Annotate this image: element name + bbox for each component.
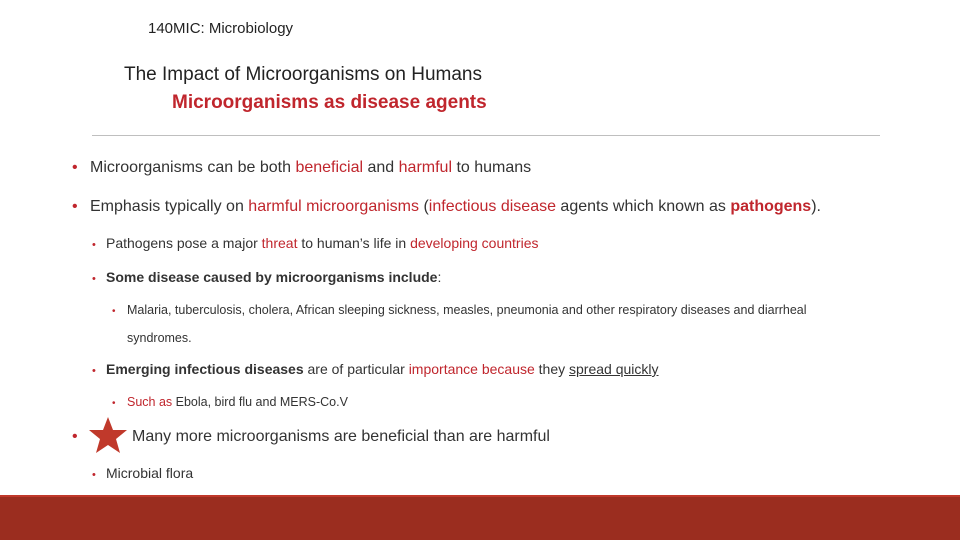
text: Pathogens pose a major <box>106 235 262 251</box>
bullet-disease-list <box>112 303 807 317</box>
highlight-beneficial: beneficial <box>295 159 364 176</box>
text: Many more microorganisms are beneficial than are harmful <box>132 428 550 445</box>
text: Malaria, tuberculosis, cholera, African sleeping sickness, measles, pneumonia and other respiratory diseases and diarrheal <box>127 303 807 317</box>
divider <box>92 135 880 136</box>
text: Microbial flora <box>106 465 194 481</box>
highlight-importance: importance because <box>408 361 535 377</box>
text: agents which known as <box>555 198 731 215</box>
text: Emphasis typically on <box>90 198 249 215</box>
highlight-infectious: infectious disease <box>428 198 556 215</box>
highlight-harmful-micro: harmful microorganisms <box>248 198 420 215</box>
bullet-dot: • <box>92 239 96 251</box>
text: ). <box>811 198 821 215</box>
bullet-beneficial-more <box>132 428 550 446</box>
bullet-disease-list-intro <box>92 269 441 285</box>
highlight-pathogens: pathogens <box>730 198 812 215</box>
bullet-dot: • <box>72 198 78 215</box>
text: Ebola, bird flu and MERS-Co.V <box>172 395 348 409</box>
highlight-threat: threat <box>261 235 298 251</box>
slide-title: The Impact of Microorganisms on Humans <box>124 64 482 85</box>
highlight-developing: developing countries <box>410 235 539 251</box>
text: are of particular <box>303 361 409 377</box>
bullet-dot: • <box>112 306 116 317</box>
bullet-beneficial-harmful <box>72 159 531 177</box>
bullet-microbial-flora <box>92 465 193 481</box>
bullet-emerging <box>92 361 659 377</box>
bullet-dot: • <box>92 273 96 285</box>
bullet-dot: • <box>72 428 78 445</box>
text: they <box>534 361 570 377</box>
bullet-pathogens-threat <box>92 235 538 251</box>
bullet-emphasis <box>72 198 821 216</box>
bullet-disease-list-cont <box>127 331 192 345</box>
text: to humans <box>452 159 532 176</box>
text: : <box>437 269 442 285</box>
course-label: 140MIC: Microbiology <box>148 20 294 37</box>
underline-spread: spread quickly <box>569 361 659 377</box>
bullet-dot: • <box>92 365 96 377</box>
slide-subtitle: Microorganisms as disease agents <box>172 92 487 113</box>
star-icon <box>88 415 128 455</box>
text: ( <box>419 198 429 215</box>
text-bold: Emerging infectious diseases <box>106 361 304 377</box>
bullet-dot: • <box>92 469 96 481</box>
footer-bar <box>0 497 960 540</box>
text: Microorganisms can be both <box>90 159 296 176</box>
text-bold: Some disease caused by microorganisms include <box>106 269 438 285</box>
bullet-such-as <box>112 395 348 409</box>
bullet-dot: • <box>72 159 78 176</box>
text: and <box>363 159 399 176</box>
text: to human’s life in <box>297 235 411 251</box>
bullet-dot: • <box>112 398 116 409</box>
text: syndromes. <box>127 331 192 345</box>
highlight-harmful: harmful <box>398 159 452 176</box>
highlight-such-as: Such as <box>127 395 173 409</box>
